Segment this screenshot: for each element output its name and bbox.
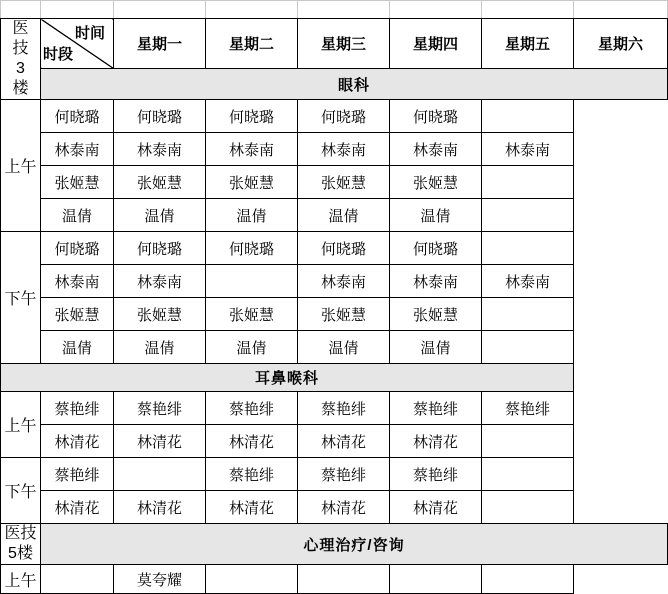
doctor-cell bbox=[482, 232, 574, 265]
doctor-cell: 何晓璐 bbox=[390, 232, 482, 265]
doctor-cell: 林清花 bbox=[390, 491, 482, 524]
doctor-cell bbox=[482, 298, 574, 331]
schedule-row bbox=[1, 232, 668, 265]
floor-label-5 bbox=[1, 524, 41, 565]
doctor-cell: 张姬慧 bbox=[298, 166, 390, 199]
doctor-cell: 蔡艳绯 bbox=[298, 392, 390, 425]
doctor-cell: 林泰南 bbox=[114, 133, 206, 166]
corner-time-label: 时间 bbox=[74, 25, 105, 42]
period-label: 上午 bbox=[1, 100, 41, 232]
doctor-cell: 林泰南 bbox=[482, 265, 574, 298]
doctor-cell: 何晓璐 bbox=[114, 100, 206, 133]
day-header: 星期五 bbox=[482, 19, 574, 69]
doctor-cell: 林泰南 bbox=[41, 133, 114, 166]
doctor-cell: 莫夸耀 bbox=[114, 565, 206, 594]
period-label: 上午 bbox=[1, 565, 41, 594]
doctor-cell: 温倩 bbox=[114, 199, 206, 232]
doctor-cell: 张姬慧 bbox=[41, 298, 114, 331]
doctor-cell: 何晓璐 bbox=[41, 100, 114, 133]
doctor-cell bbox=[482, 565, 574, 594]
schedule-row bbox=[1, 565, 668, 594]
corner-header bbox=[41, 19, 114, 69]
schedule-row bbox=[1, 458, 668, 491]
section-title-eye: 眼科 bbox=[41, 69, 668, 100]
doctor-cell: 张姬慧 bbox=[41, 166, 114, 199]
doctor-cell: 蔡艳绯 bbox=[206, 392, 298, 425]
doctor-cell bbox=[482, 331, 574, 364]
doctor-cell: 林清花 bbox=[114, 425, 206, 458]
doctor-cell: 何晓璐 bbox=[41, 232, 114, 265]
doctor-cell: 林泰南 bbox=[482, 133, 574, 166]
doctor-cell: 蔡艳绯 bbox=[390, 392, 482, 425]
day-header: 星期六 bbox=[574, 19, 668, 69]
doctor-cell: 蔡艳绯 bbox=[298, 458, 390, 491]
doctor-cell: 张姬慧 bbox=[298, 298, 390, 331]
doctor-cell: 何晓璐 bbox=[298, 232, 390, 265]
section-title-ent: 耳鼻喉科 bbox=[1, 364, 574, 392]
corner-period-label: 时段 bbox=[43, 46, 74, 64]
doctor-cell: 何晓璐 bbox=[390, 100, 482, 133]
schedule-row bbox=[1, 133, 668, 166]
doctor-cell bbox=[482, 166, 574, 199]
doctor-cell: 张姬慧 bbox=[390, 298, 482, 331]
doctor-cell: 张姬慧 bbox=[390, 166, 482, 199]
doctor-cell bbox=[482, 100, 574, 133]
schedule-row bbox=[1, 199, 668, 232]
doctor-cell: 林泰南 bbox=[206, 133, 298, 166]
schedule-row bbox=[1, 265, 668, 298]
doctor-cell: 林清花 bbox=[41, 425, 114, 458]
doctor-cell: 蔡艳绯 bbox=[41, 392, 114, 425]
doctor-cell bbox=[114, 458, 206, 491]
period-label: 下午 bbox=[1, 458, 41, 524]
schedule-row bbox=[1, 166, 668, 199]
floor-3-char: 技 bbox=[12, 40, 29, 57]
doctor-cell bbox=[41, 565, 114, 594]
doctor-cell: 何晓璐 bbox=[206, 232, 298, 265]
day-header: 星期二 bbox=[206, 19, 298, 69]
doctor-cell: 温倩 bbox=[298, 331, 390, 364]
doctor-cell: 何晓璐 bbox=[114, 232, 206, 265]
section-row-psych bbox=[1, 524, 668, 565]
schedule-row bbox=[1, 100, 668, 133]
floor-3-char: 楼 bbox=[12, 80, 29, 97]
doctor-cell: 林泰南 bbox=[114, 265, 206, 298]
period-label: 上午 bbox=[1, 392, 41, 458]
doctor-cell: 林清花 bbox=[298, 425, 390, 458]
doctor-cell: 张姬慧 bbox=[114, 298, 206, 331]
schedule-row bbox=[1, 392, 668, 425]
doctor-cell: 温倩 bbox=[114, 331, 206, 364]
doctor-cell: 林清花 bbox=[41, 491, 114, 524]
doctor-cell: 林泰南 bbox=[41, 265, 114, 298]
doctor-cell: 林清花 bbox=[114, 491, 206, 524]
doctor-cell: 林清花 bbox=[206, 425, 298, 458]
day-header: 星期三 bbox=[298, 19, 390, 69]
doctor-cell: 温倩 bbox=[206, 331, 298, 364]
doctor-cell: 林泰南 bbox=[298, 265, 390, 298]
doctor-cell: 林清花 bbox=[298, 491, 390, 524]
schedule-row bbox=[1, 298, 668, 331]
schedule-row bbox=[1, 491, 668, 524]
doctor-cell: 温倩 bbox=[206, 199, 298, 232]
period-label: 下午 bbox=[1, 232, 41, 364]
day-header: 星期四 bbox=[390, 19, 482, 69]
doctor-cell: 蔡艳绯 bbox=[390, 458, 482, 491]
schedule-row bbox=[1, 425, 668, 458]
doctor-cell: 何晓璐 bbox=[206, 100, 298, 133]
doctor-cell bbox=[482, 458, 574, 491]
doctor-cell: 温倩 bbox=[390, 199, 482, 232]
doctor-cell bbox=[298, 565, 390, 594]
doctor-cell: 张姬慧 bbox=[206, 298, 298, 331]
schedule-row bbox=[1, 331, 668, 364]
floor-3-char: 医 bbox=[12, 20, 29, 37]
doctor-cell bbox=[390, 565, 482, 594]
doctor-cell: 林泰南 bbox=[390, 133, 482, 166]
doctor-cell: 蔡艳绯 bbox=[206, 458, 298, 491]
floor-5-line: 5楼 bbox=[8, 545, 33, 562]
doctor-cell bbox=[482, 425, 574, 458]
doctor-cell: 蔡艳绯 bbox=[114, 392, 206, 425]
doctor-cell: 林泰南 bbox=[390, 265, 482, 298]
doctor-cell: 林清花 bbox=[206, 491, 298, 524]
floor-label-3 bbox=[1, 19, 41, 100]
doctor-cell: 温倩 bbox=[298, 199, 390, 232]
section-row-ent bbox=[1, 364, 668, 392]
doctor-cell: 张姬慧 bbox=[114, 166, 206, 199]
section-title-psych: 心理治疗/咨询 bbox=[41, 524, 668, 565]
doctor-cell: 蔡艳绯 bbox=[41, 458, 114, 491]
doctor-cell bbox=[206, 565, 298, 594]
day-header: 星期一 bbox=[114, 19, 206, 69]
doctor-cell: 蔡艳绯 bbox=[482, 392, 574, 425]
section-row-eye bbox=[1, 69, 668, 100]
doctor-cell bbox=[482, 491, 574, 524]
doctor-cell: 温倩 bbox=[41, 331, 114, 364]
floor-5-line: 医技 bbox=[4, 525, 37, 542]
doctor-cell bbox=[482, 199, 574, 232]
doctor-cell: 温倩 bbox=[390, 331, 482, 364]
floor-3-char: 3 bbox=[16, 60, 25, 77]
doctor-cell: 温倩 bbox=[41, 199, 114, 232]
doctor-cell: 张姬慧 bbox=[206, 166, 298, 199]
doctor-cell bbox=[206, 265, 298, 298]
header-row bbox=[1, 19, 668, 69]
doctor-cell: 何晓璐 bbox=[298, 100, 390, 133]
top-blank-row bbox=[1, 1, 668, 19]
doctor-cell: 林清花 bbox=[390, 425, 482, 458]
doctor-cell: 林泰南 bbox=[298, 133, 390, 166]
